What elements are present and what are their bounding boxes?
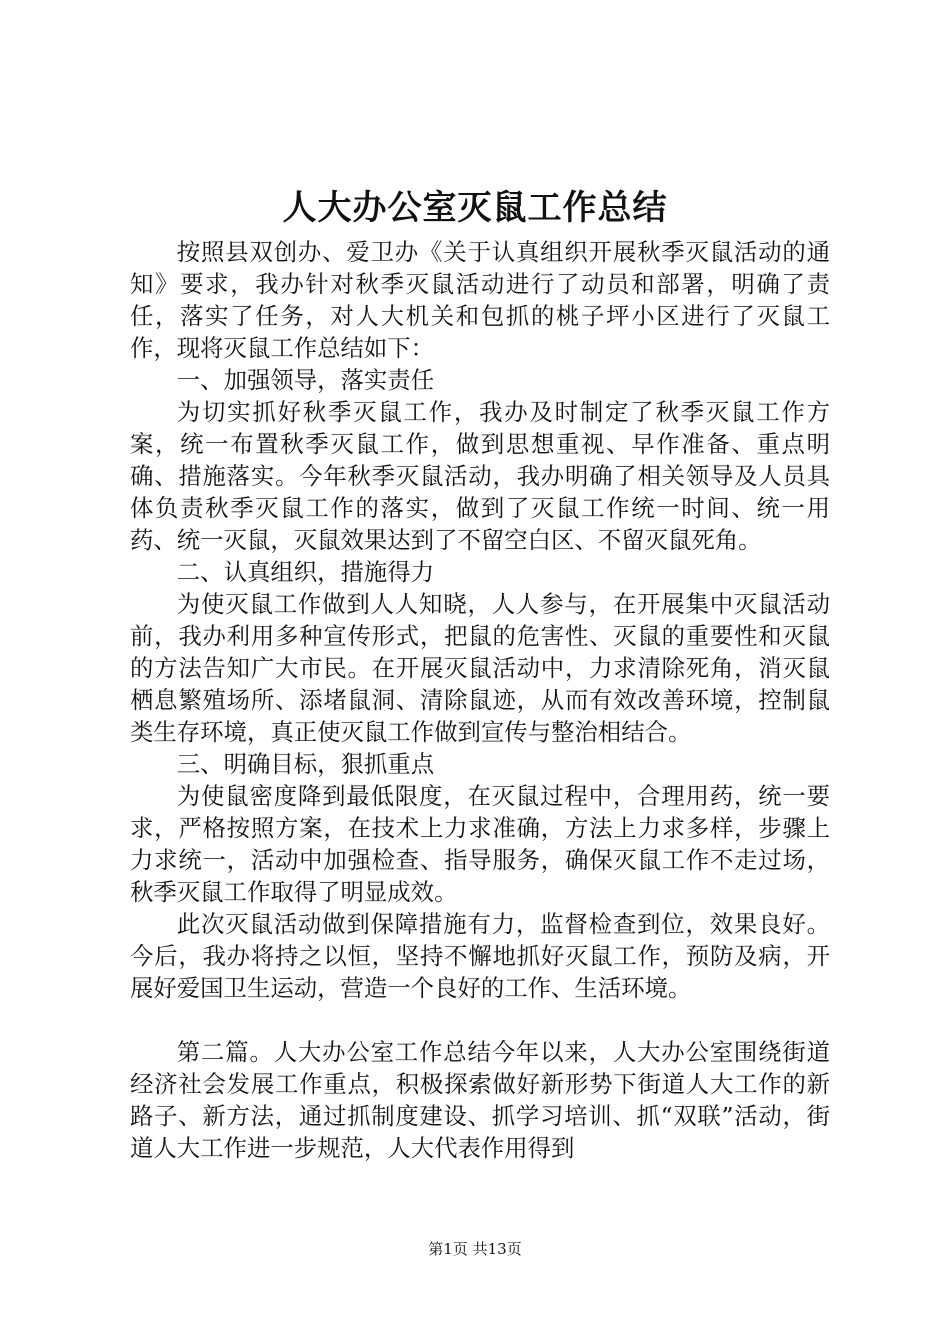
page-number-footer: 第1页 共13页 bbox=[428, 1240, 522, 1258]
document-title: 人大办公室灭鼠工作总结 bbox=[282, 188, 668, 228]
document-body bbox=[130, 236, 830, 1164]
closing-paragraph: 此次灭鼠活动做到保障措施有力，监督检查到位，效果良好。今后，我办将持之以恒，坚持不懈地抓好灭鼠工作，预防及病，开展好爱国卫生运动，营造一个良好的工作、生活环境。 bbox=[130, 910, 830, 1002]
intro-paragraph: 按照县双创办、爱卫办《关于认真组织开展秋季灭鼠活动的通知》要求，我办针对秋季灭鼠活动进行了动员和部署，明确了责任，落实了任务，对人大机关和包抓的桃子坪小区进行了灭鼠工作，现将灭鼠工作总结如下： bbox=[130, 238, 830, 362]
section-paragraph-2: 为使灭鼠工作做到人人知晓，人人参与，在开展集中灭鼠活动前，我办利用多种宣传形式，把鼠的危害性、灭鼠的重要性和灭鼠的方法告知广大市民。在开展灭鼠活动中，力求清除死角，消灭鼠栖息繁殖场所、添堵鼠洞、清除鼠迹，从而有效改善环境，控制鼠类生存环境，真正使灭鼠工作做到宣传与整治相结合。 bbox=[130, 590, 830, 746]
section-paragraph-1: 为切实抓好秋季灭鼠工作，我办及时制定了秋季灭鼠工作方案，统一布置秋季灭鼠工作，做到思想重视、早作准备、重点明确、措施落实。今年秋季灭鼠活动，我办明确了相关领导及人员具体负责秋季灭鼠工作的落实，做到了灭鼠工作统一时间、统一用药、统一灭鼠，灭鼠效果达到了不留空白区、不留灭鼠死角。 bbox=[130, 398, 830, 554]
section-heading-1: 一、加强领导，落实责任 bbox=[176, 366, 435, 394]
section-heading-2: 二、认真组织，措施得力 bbox=[176, 558, 435, 586]
paragraph-gap bbox=[130, 1004, 830, 1036]
section-paragraph-3: 为使鼠密度降到最低限度，在灭鼠过程中，合理用药，统一要求，严格按照方案，在技术上力求准确，方法上力求多样，步骤上力求统一，活动中加强检查、指导服务，确保灭鼠工作不走过场，秋季灭鼠工作取得了明显成效。 bbox=[130, 782, 830, 906]
section-heading-3: 三、明确目标，狠抓重点 bbox=[176, 750, 435, 778]
second-part-paragraph: 第二篇。人大办公室工作总结今年以来，人大办公室围绕街道经济社会发展工作重点，积极探索做好新形势下街道人大工作的新路子、新方法，通过抓制度建设、抓学习培训、抓“双联”活动，街道人大工作进一步规范，人大代表作用得到 bbox=[130, 1038, 830, 1162]
